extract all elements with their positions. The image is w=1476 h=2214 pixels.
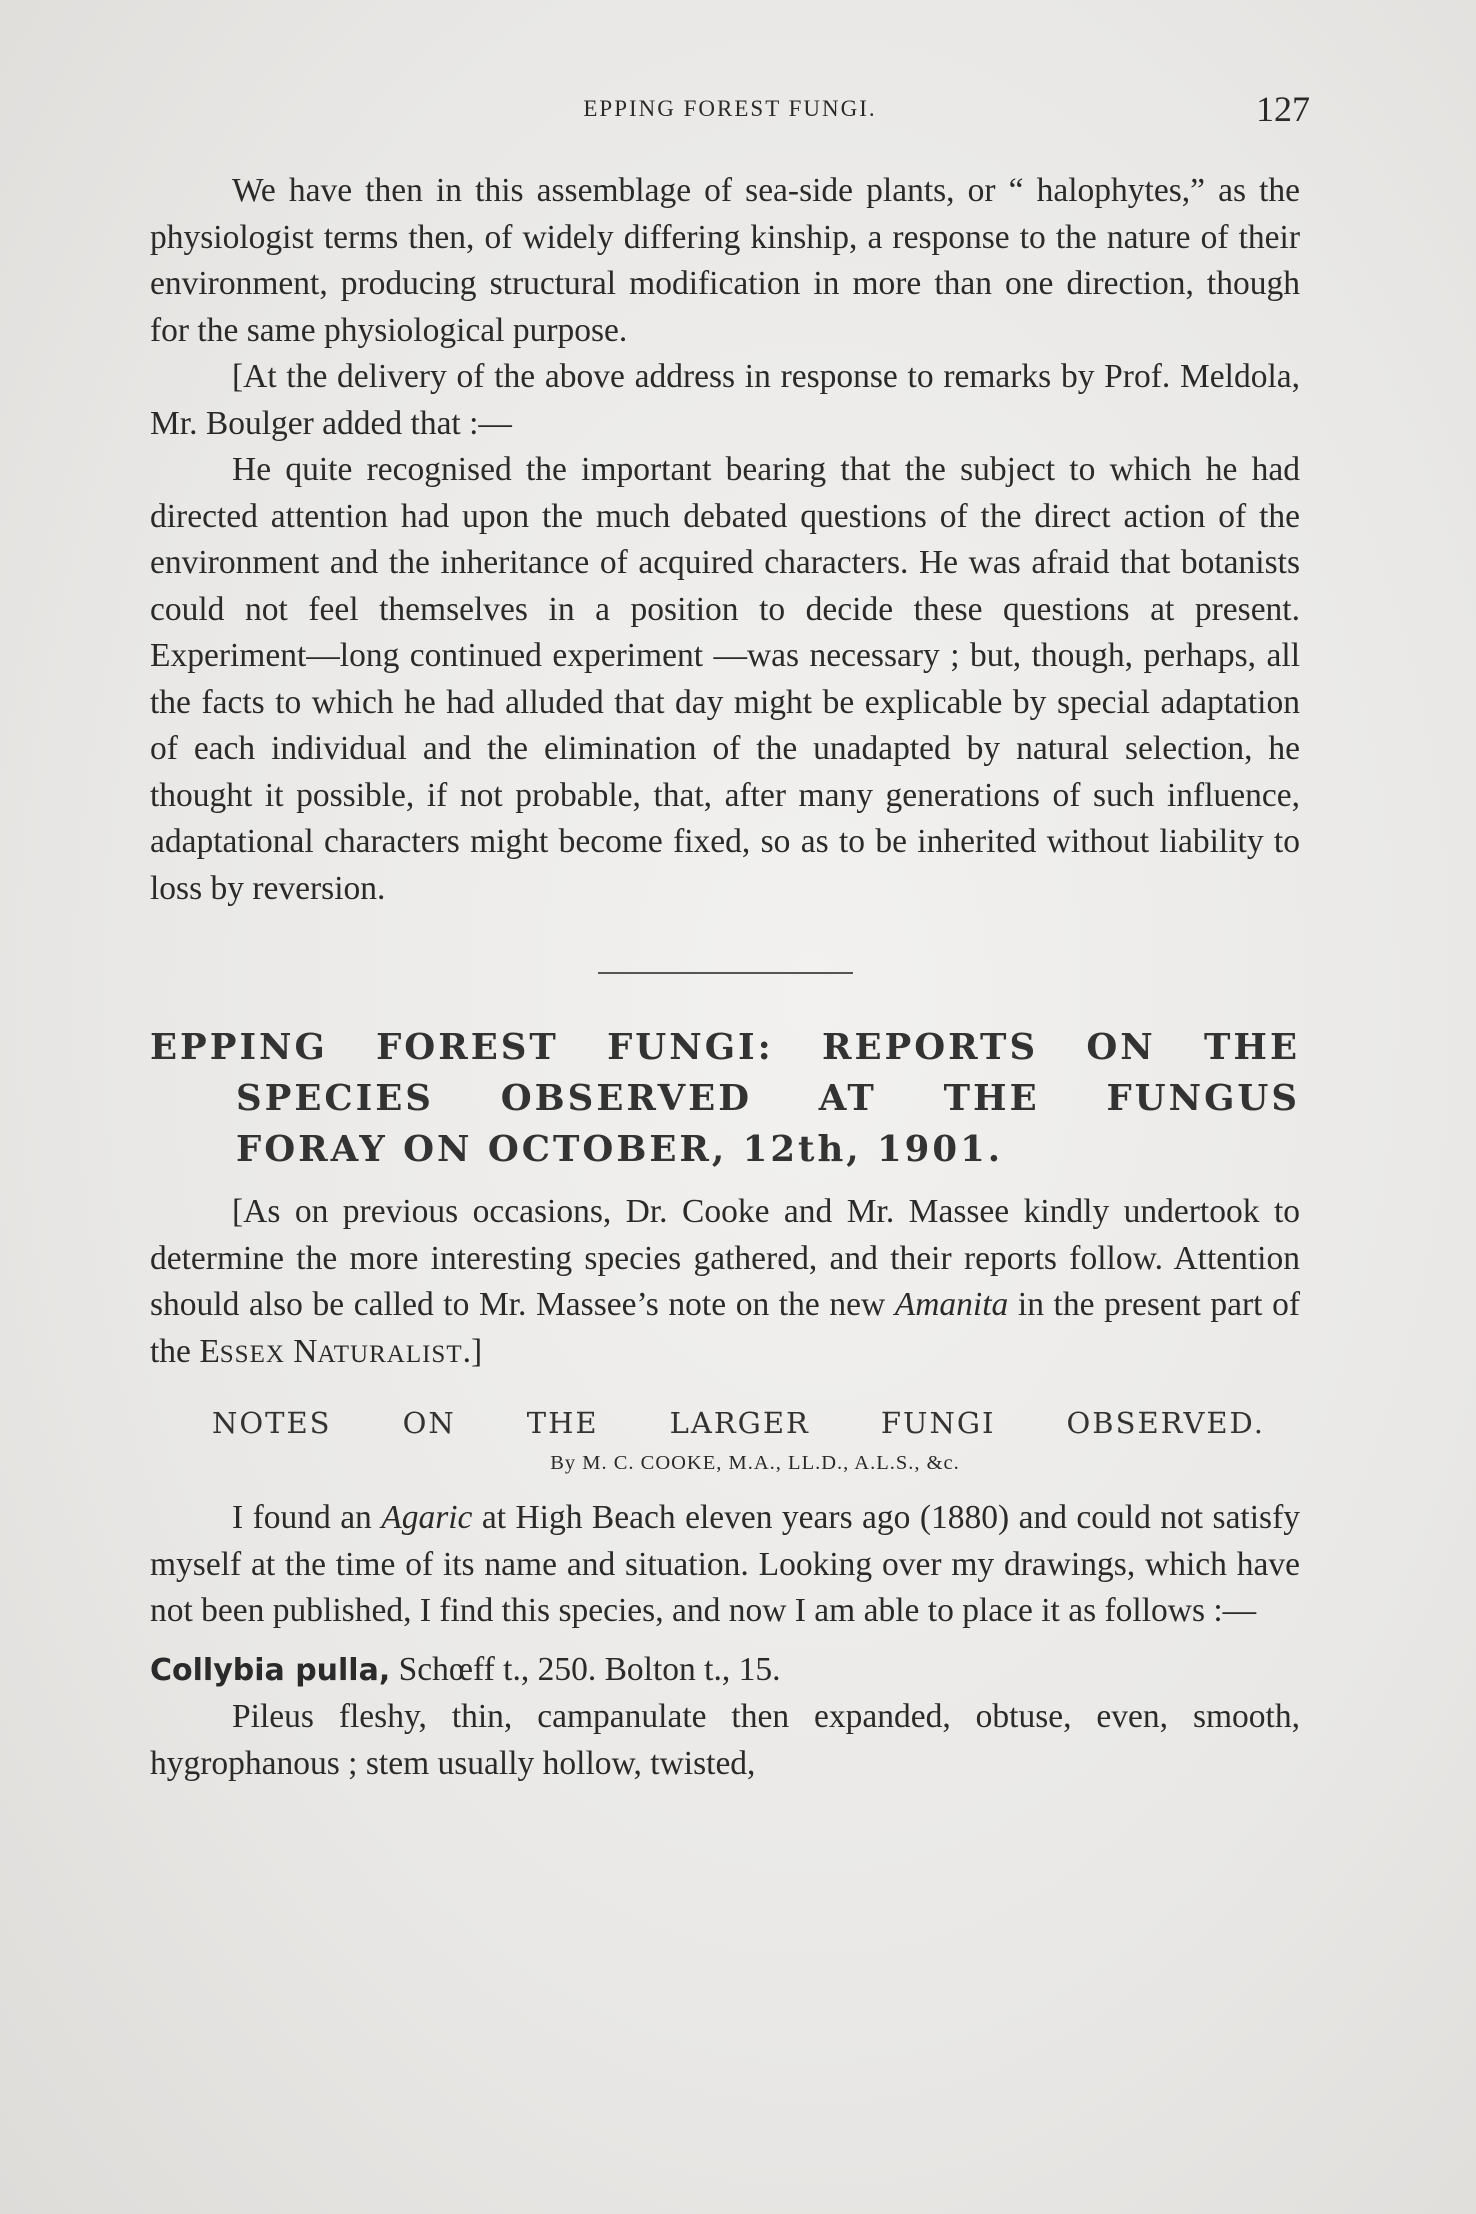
journal-aturalist: ATURALIST	[317, 1340, 463, 1368]
notes-subheading: NOTES ON THE LARGER FUNGI OBSERVED.	[212, 1406, 1265, 1440]
paragraph-delivery-note: [At the delivery of the above address in response to remarks by Prof. Meldola, Mr. Boulger added that :—	[150, 358, 1300, 442]
running-title: EPPING FOREST FUNGI.	[583, 96, 877, 121]
species-entry	[150, 1647, 1300, 1695]
article-heading-line-2: SPECIES OBSERVED AT THE FUNGUS	[236, 1078, 1300, 1119]
paragraph-intro-note	[150, 1189, 1300, 1378]
intro-text-2: in the present part of the	[150, 1286, 1300, 1370]
page-number: 127	[1256, 89, 1310, 129]
paragraph-boulger-remarks: He quite recognised the important bearing that the subject to which he had directed attention had upon the much debated questions of the direct action of the environment and the inheritance of acquired characters. He was afraid that botanists could not feel themselves in a position to decide these questions at present. Experiment—long continued experiment —was necessary ; but, though, perhaps, all the facts to which he had alluded that day might be explicable by special adaptation of each individual and the elimination of the unadapted by natural selection, he thought it possible, if not probable, that, after many generations of such influence, adaptational characters might become fixed, so as to be inherited without liability to loss by reversion.	[150, 451, 1300, 907]
agaric-italic: Agaric	[381, 1499, 473, 1536]
article-heading	[150, 1022, 1300, 1175]
running-head	[150, 89, 1310, 136]
journal-initial-n: N	[284, 1332, 318, 1370]
section-divider	[598, 972, 853, 974]
intro-genus-italic: Amanita	[894, 1286, 1009, 1323]
species-references: Schœff t., 250. Bolton t., 15.	[390, 1650, 781, 1688]
species-entry-line	[150, 1647, 1300, 1695]
intro-end: .]	[462, 1332, 483, 1370]
journal-initial-e: E	[199, 1332, 220, 1370]
paragraph-agaric-finding	[150, 1495, 1300, 1635]
paragraph-species-description: Pileus fleshy, thin, campanulate then expanded, obtuse, even, smooth, hygrophanous ; stem usually hollow, twisted,	[150, 1698, 1300, 1782]
journal-ssex: SSEX	[219, 1340, 285, 1368]
species-name: Collybia pulla,	[150, 1652, 391, 1688]
agaric-text-2: at High Beach eleven years ago (1880) and could not satisfy myself at the time of its name and situation. Looking over my drawings, which have not been published, I find this species, and now I am able to place it as follows :—	[150, 1499, 1300, 1629]
agaric-text-1: I found an	[232, 1499, 382, 1536]
article-heading-line-3: FORAY ON OCTOBER, 12th, 1901.	[236, 1129, 1004, 1170]
body-text	[150, 168, 1300, 1787]
author-byline: By M. C. COOKE, M.A., LL.D., A.L.S., &c.	[550, 1452, 960, 1474]
article-heading-line-1: EPPING FOREST FUNGI: REPORTS ON THE	[150, 1027, 1300, 1068]
intro-text-1: [As on previous occasions, Dr. Cooke and Mr. Massee kindly undertook to determine the more interesting species gathered, and their reports follow. Attention should also be called to Mr. Massee’s note on the new	[150, 1193, 1300, 1323]
paragraph-halophytes: We have then in this assemblage of sea-side plants, or “ halophytes,” as the physiologist terms then, of widely differing kinship, a response to the nature of their environment, producing structural modification in more than one direction, though for the same physiological purpose.	[150, 172, 1300, 349]
